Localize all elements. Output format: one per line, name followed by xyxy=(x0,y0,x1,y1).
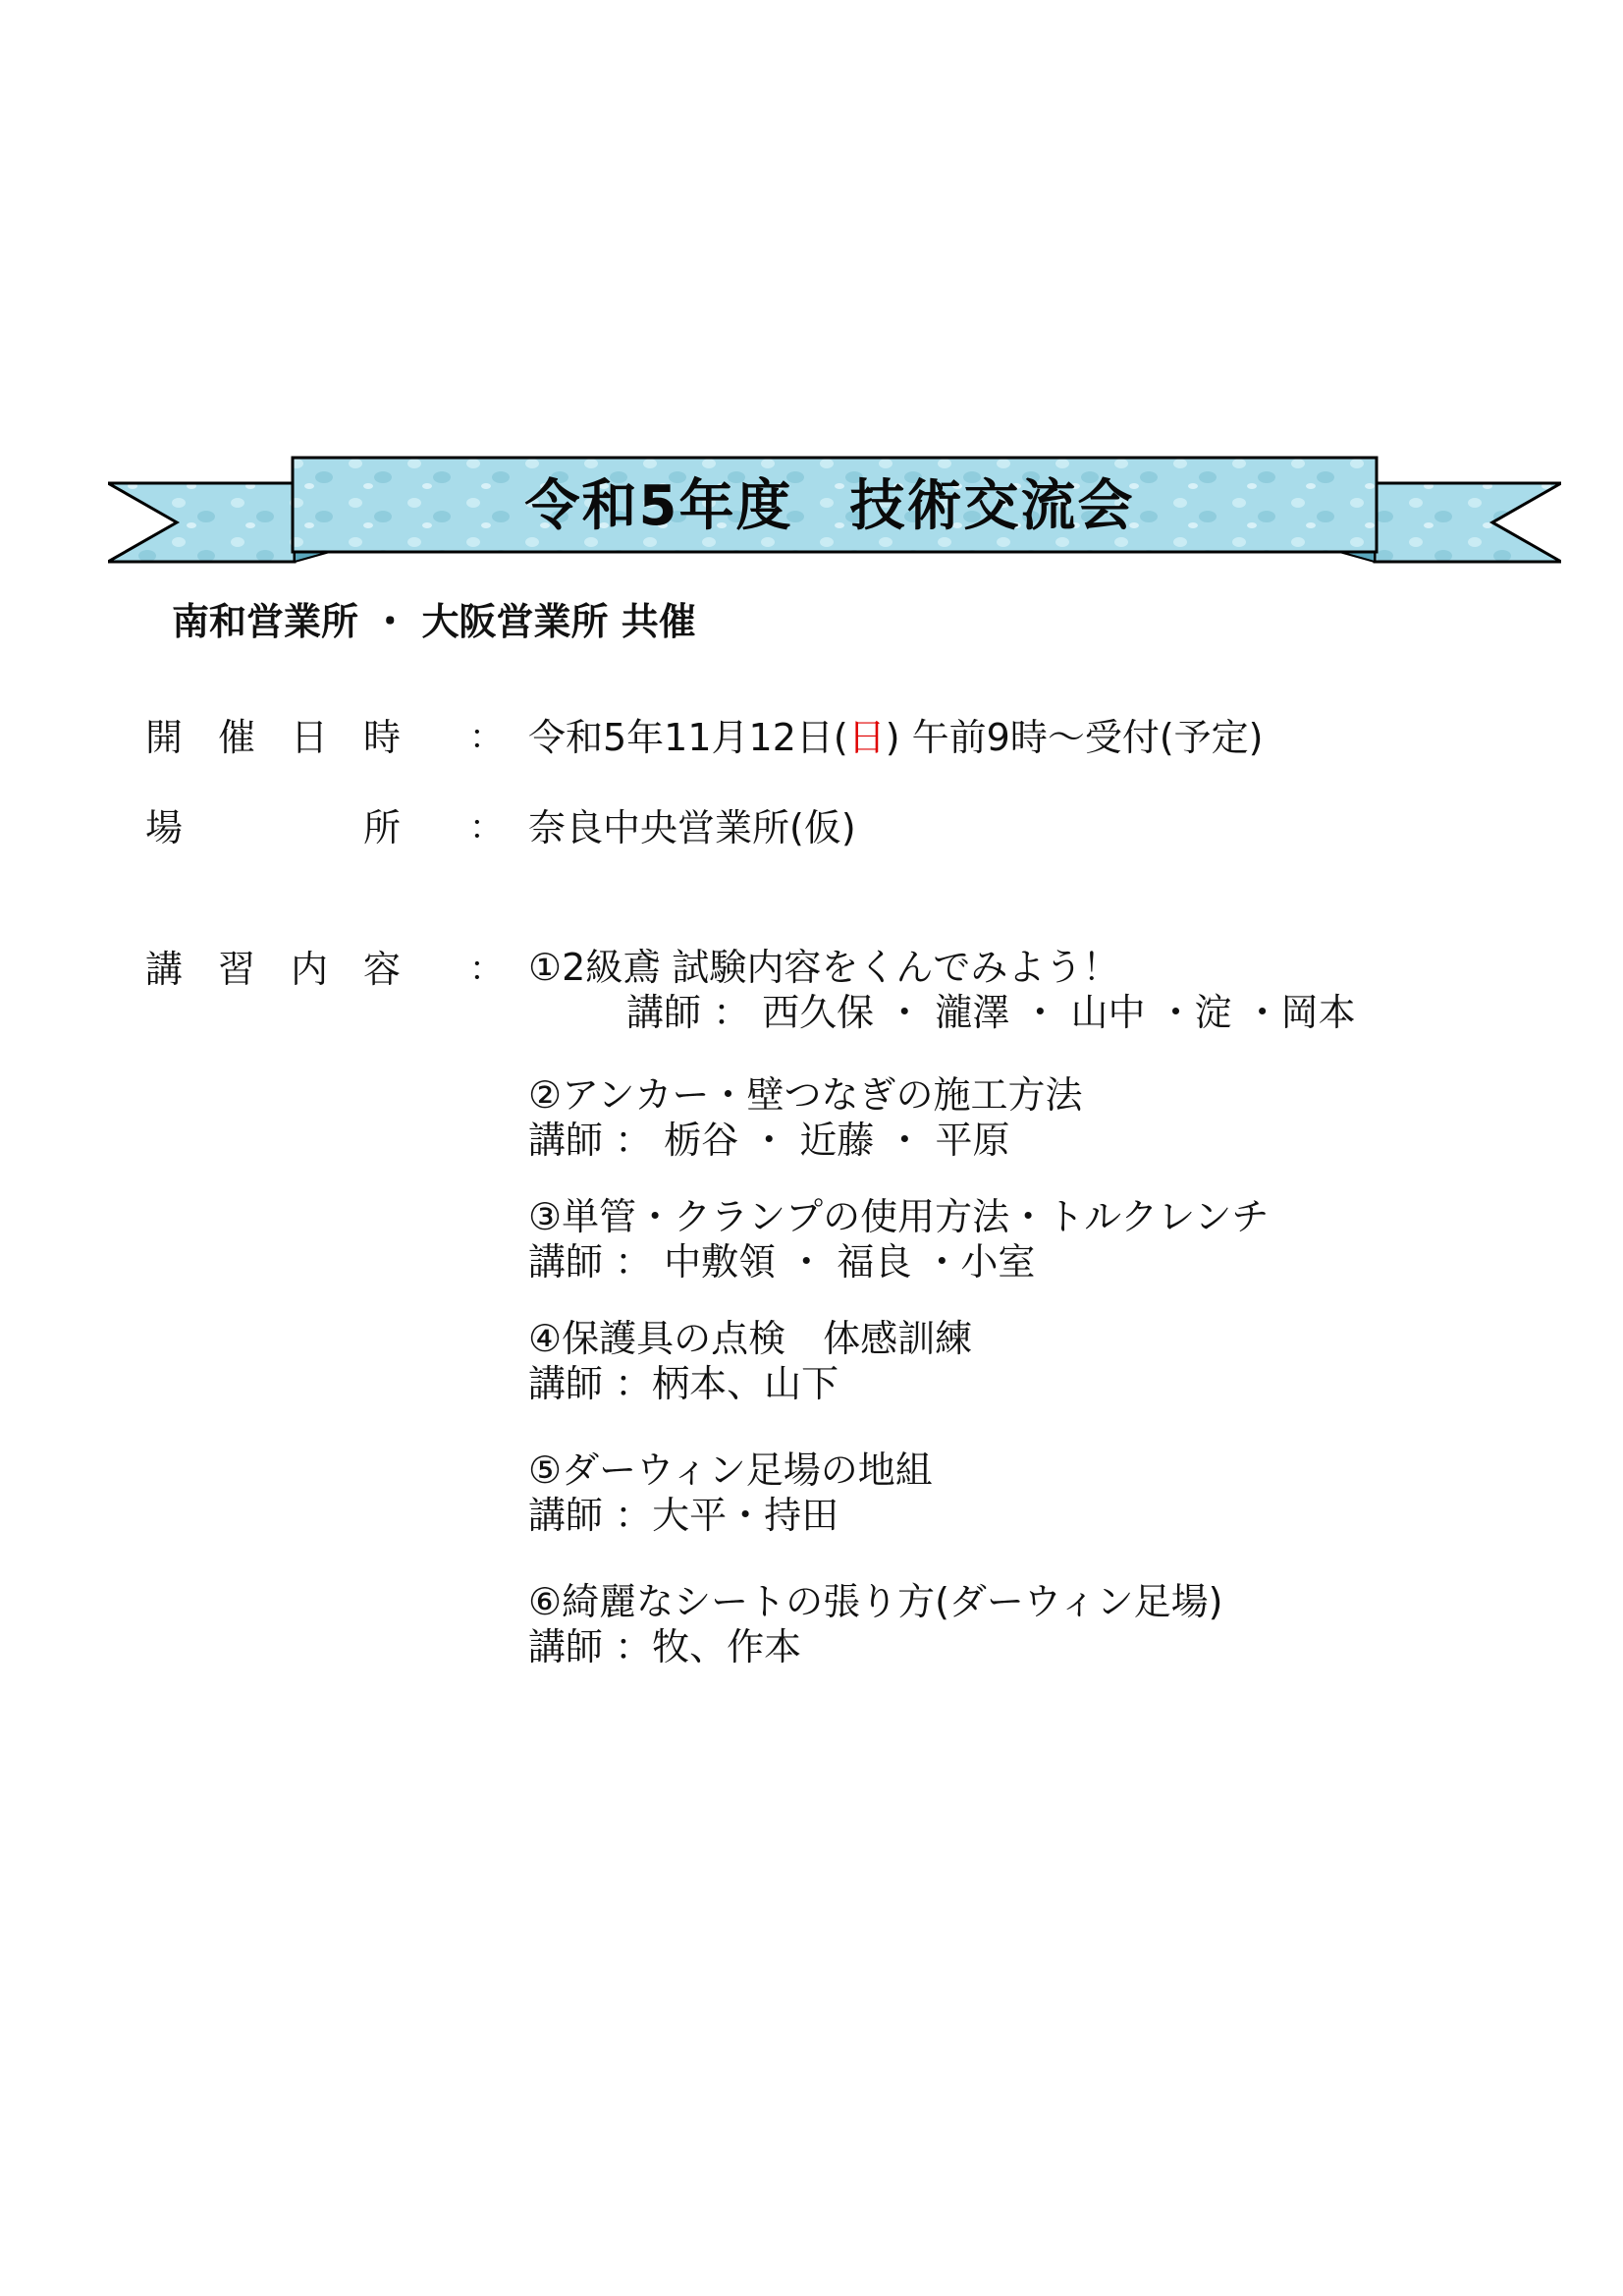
date-label-char: 開 xyxy=(145,716,184,759)
place-label-char: 所 xyxy=(362,806,401,849)
hosts-line: 南和営業所 ・ 大阪営業所 共催 xyxy=(172,600,696,643)
course-item-5 xyxy=(528,1448,933,1538)
course-title: ②アンカー・壁つなぎの施工方法 xyxy=(528,1073,1083,1117)
course-item-2 xyxy=(528,1072,1083,1163)
date-colon: ： xyxy=(469,718,503,757)
course-label-char: 内 xyxy=(290,948,328,991)
course-title: ④保護具の点検 体感訓練 xyxy=(528,1317,973,1360)
course-item-4 xyxy=(528,1316,972,1406)
course-label-char: 講 xyxy=(145,948,184,991)
course-instructors: 講師 ： 西久保 ・ 瀧澤 ・ 山中 ・淀 ・岡本 xyxy=(626,991,1356,1034)
course-label-char: 習 xyxy=(217,948,255,991)
course-label xyxy=(145,945,401,994)
place-colon: ： xyxy=(469,808,503,847)
date-value-day: 日 xyxy=(847,716,886,759)
course-item-3 xyxy=(528,1194,1269,1285)
course-item-1 xyxy=(528,945,1356,1035)
course-title: ①2級鳶 試験内容をくんでみよう！ xyxy=(528,946,1120,989)
date-label xyxy=(145,713,401,762)
date-label-char: 催 xyxy=(217,716,255,759)
course-instructors: 講師 ：大平・持田 xyxy=(528,1494,839,1537)
date-value xyxy=(528,713,1263,762)
course-instructors: 講師 ：柄本、山下 xyxy=(528,1362,839,1405)
place-value: 奈良中央営業所(仮) xyxy=(528,806,856,849)
course-instructors: 講師 ： 中敷領 ・ 福良 ・小室 xyxy=(528,1240,1036,1284)
date-value-time: ) 午前9時～受付(予定) xyxy=(885,716,1264,759)
banner-left-tail xyxy=(108,483,295,562)
page-title: 令和5年度 技術交流会 xyxy=(524,474,1135,538)
place-label-char: 場 xyxy=(145,806,184,849)
course-title: ⑥綺麗なシートの張り方(ダーウィン足場) xyxy=(528,1580,1223,1623)
course-title: ⑤ダーウィン足場の地組 xyxy=(528,1449,933,1492)
banner-right-tail xyxy=(1375,483,1561,562)
course-item-6 xyxy=(528,1579,1222,1669)
date-label-char: 日 xyxy=(290,716,328,759)
course-instructors: 講師 ：牧、作本 xyxy=(528,1625,802,1668)
place-label xyxy=(145,803,401,852)
date-label-char: 時 xyxy=(362,716,401,759)
date-value-main: 令和5年11月12日( xyxy=(528,716,848,759)
course-label-char: 容 xyxy=(362,948,401,991)
course-title: ③単管・クランプの使用方法・トルクレンチ xyxy=(528,1195,1270,1238)
course-instructors: 講師 ： 栃谷 ・ 近藤 ・ 平原 xyxy=(528,1119,1010,1162)
course-colon: ： xyxy=(469,950,503,989)
